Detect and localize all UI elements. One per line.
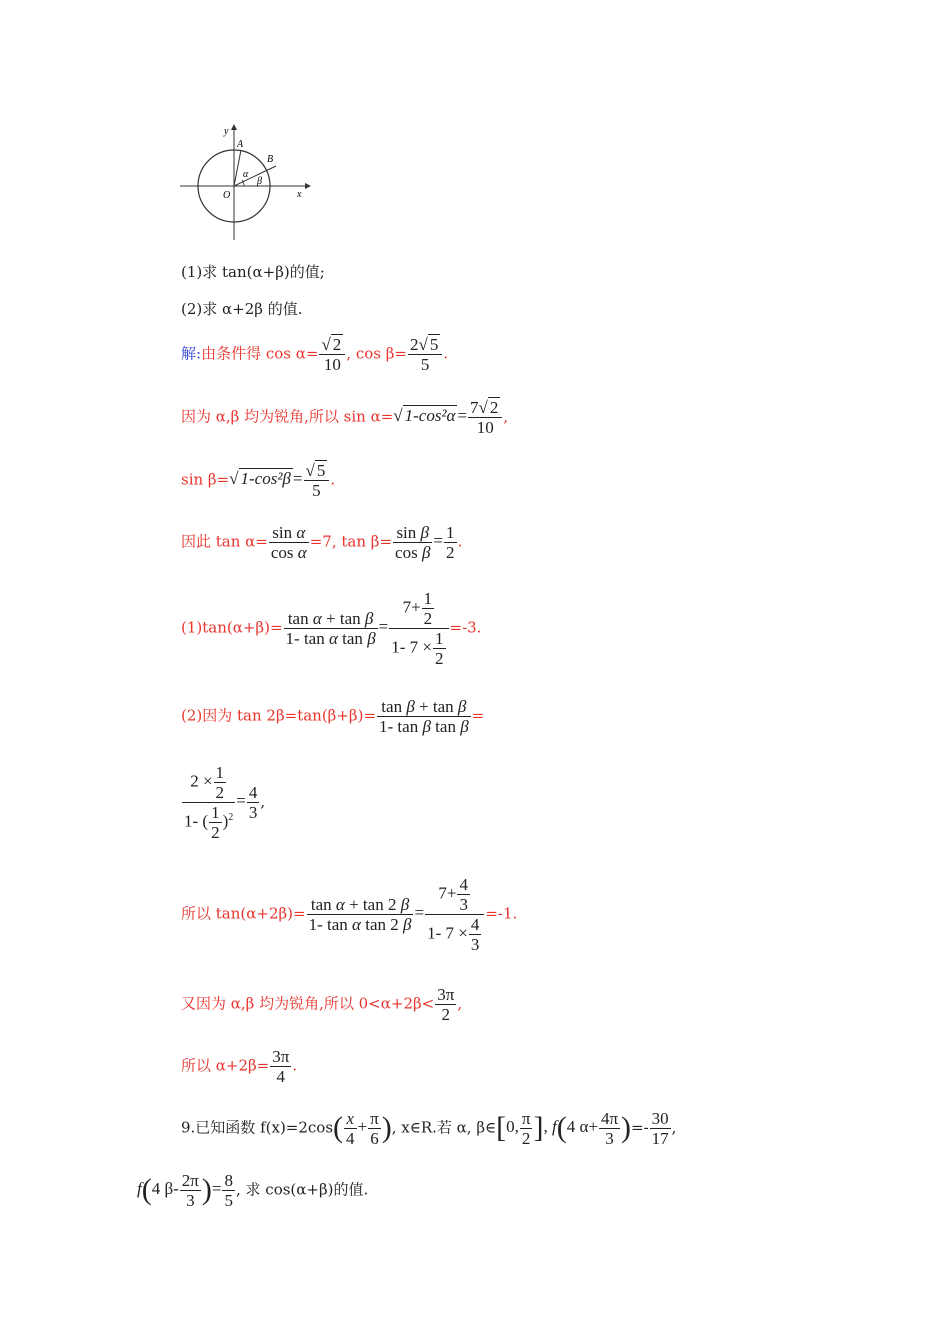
question-1: (1)求 tan(α+β)的值; bbox=[181, 263, 325, 281]
solution-line-4: 因此 tan α= $\frac{\text{sin α}}{\text{cos α}}$ =7, tan β= $\frac{\text{sin β}}{\text{cos β}}$ = $\frac{1}{2}$ . bbox=[181, 523, 463, 562]
solution-line-10: 所以 α+2β= $\frac{3\pi}{4}$ . bbox=[181, 1047, 298, 1086]
x-axis-label: x bbox=[297, 189, 302, 200]
solution-line-6: (2)因为 tan 2β=tan(β+β)= $\frac{\text{tan β + tan β}}{\text{1- tan β tan β}}$ = bbox=[181, 697, 485, 736]
solution-line-8: 所以 tan(α+2β)= $\frac{\text{tan α + tan 2 β}}{\text{1- tan α tan 2 β}}$ = 7+ $\frac{4}{3}$ 1- 7 × $\frac{4}{3}$ =-1. bbox=[181, 875, 518, 954]
solution-line-2: 因为 α,β 均为锐角,所以 sin α=√ 1-cos²α = $\frac{7√ 2}{10}$ , bbox=[181, 398, 509, 437]
problem-9-line-2: f(4 β- $\frac{2\pi}{3}$ )= $\frac{8}{5}$ , 求 cos(α+β)的值. bbox=[137, 1171, 369, 1210]
point-a-label: A bbox=[237, 139, 244, 150]
alpha-label: α bbox=[243, 169, 249, 180]
point-b-label: B bbox=[267, 154, 274, 165]
beta-label: β bbox=[257, 176, 262, 187]
solution-line-7: 2 × $\frac{1}{2}$ 1- ( $\frac{1}{2}$ )$^2$ = $\frac{4}{3}$ , bbox=[184, 763, 266, 842]
solution-line-9: 又因为 α,β 均为锐角,所以 0<α+2β< $\frac{3\pi}{2}$ , bbox=[181, 985, 463, 1024]
solution-line-1: 解:由条件得 cos α= $\frac{√ 2}{10}$ , cos β= $\frac{2√ 5}{5}$ . bbox=[181, 335, 449, 374]
solution-line-3: sin β=√ 1-cos²β = $\frac{√ 5}{5}$ . bbox=[181, 461, 336, 500]
y-axis-label: y bbox=[224, 126, 229, 137]
solution-label: 解: bbox=[181, 344, 202, 363]
unit-circle-figure bbox=[175, 122, 315, 244]
origin-label: O bbox=[223, 190, 231, 201]
question-2: (2)求 α+2β 的值. bbox=[181, 300, 303, 318]
solution-line-5: (1)tan(α+β)= $\frac{\text{tan α + tan β}}{\text{1- tan α tan β}}$ = 7+ $\frac{1}{2}$ 1- 7 × $\frac{1}{2}$ =-3. bbox=[181, 589, 482, 668]
problem-9-line-1: 9.已知函数 f(x)=2cos( $\frac{x}{4}$ + $\frac{\pi}{6}$ ), x∈R.若 α, β∈[0, $\frac{\pi}{2}$ ], f(4 α+ $\frac{4\pi}{3}$ )=- $\frac{30}{17}$ , bbox=[181, 1109, 677, 1148]
